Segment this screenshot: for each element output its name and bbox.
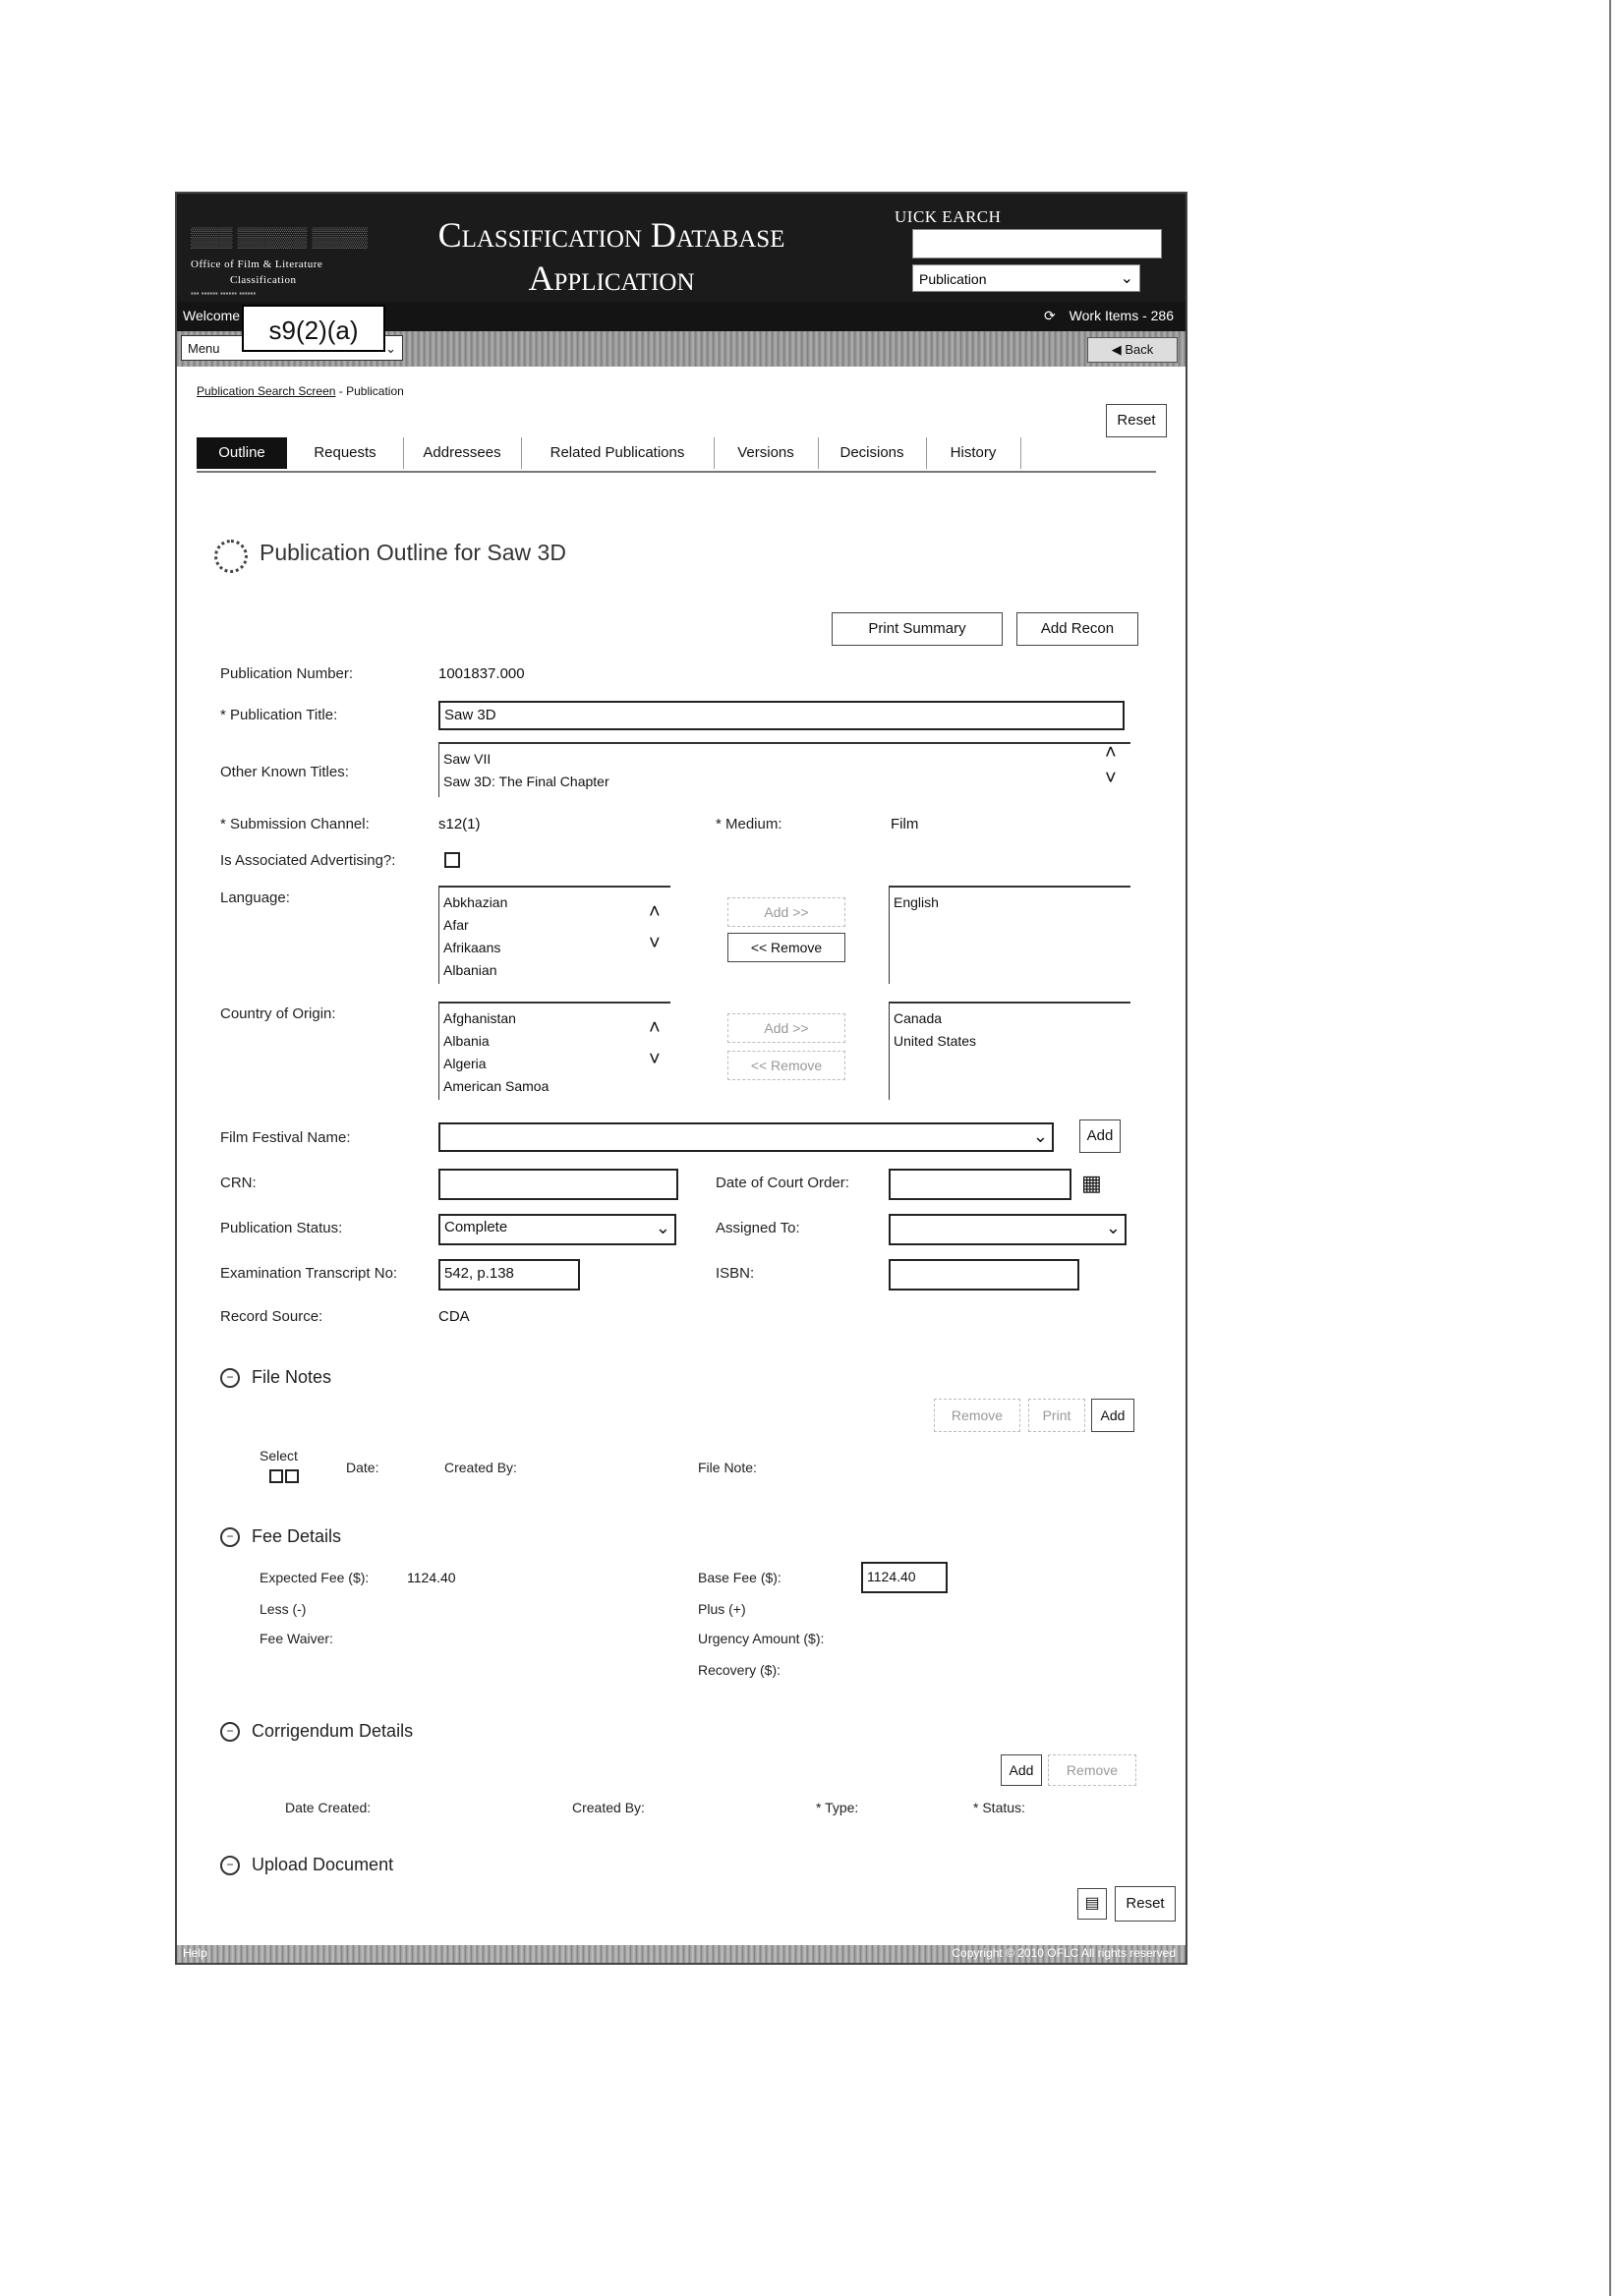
list-item[interactable]: Afar <box>443 917 469 933</box>
list-item[interactable]: Afrikaans <box>443 940 501 955</box>
breadcrumb <box>197 384 404 398</box>
court-order-input[interactable] <box>889 1169 1071 1200</box>
status-select[interactable]: Complete ⌄ <box>438 1214 676 1245</box>
help-link[interactable]: Help <box>183 1946 207 1960</box>
expected-fee-label: Expected Fee ($): <box>260 1570 370 1585</box>
tab-bar <box>197 437 1156 473</box>
collapse-icon: − <box>220 1856 240 1875</box>
crn-label: CRN: <box>220 1175 257 1191</box>
type-column-header: * Type: <box>816 1800 859 1815</box>
list-item[interactable]: English <box>894 894 939 910</box>
tab-outline[interactable]: Outline <box>197 437 287 469</box>
status-label: Publication Status: <box>220 1220 343 1236</box>
remove-country-button[interactable]: << Remove <box>727 1051 845 1080</box>
quick-search-label: UICK EARCH <box>895 207 1002 226</box>
assoc-advertising-label: Is Associated Advertising?: <box>220 852 396 869</box>
assoc-advertising-checkbox[interactable] <box>444 852 460 868</box>
add-language-button[interactable]: Add >> <box>727 897 845 927</box>
file-notes-header[interactable]: − File Notes <box>220 1367 331 1388</box>
add-note-button[interactable]: Add <box>1091 1399 1134 1432</box>
isbn-input[interactable] <box>889 1259 1079 1291</box>
org-name-line2: Classification <box>230 274 297 286</box>
pub-title-input[interactable]: Saw 3D <box>438 701 1125 730</box>
app-title: Classification Database Application <box>437 215 785 298</box>
chevron-down-icon: ⌄ <box>1032 1126 1048 1146</box>
record-source-label: Record Source: <box>220 1308 323 1325</box>
list-item[interactable]: American Samoa <box>443 1078 550 1094</box>
list-item[interactable]: United States <box>894 1033 977 1049</box>
redaction-label: s9(2)(a) <box>242 305 385 352</box>
page-title: Publication Outline for Saw 3D <box>260 540 566 565</box>
list-item[interactable]: Afghanistan <box>443 1010 516 1026</box>
reset-button-top[interactable]: Reset <box>1106 404 1167 437</box>
fee-details-header[interactable]: − Fee Details <box>220 1526 341 1547</box>
tab-addressees[interactable]: Addressees <box>403 437 522 469</box>
file-note-column-header: File Note: <box>698 1460 757 1475</box>
print-note-button[interactable]: Print <box>1028 1399 1085 1432</box>
pub-title-label: * Publication Title: <box>220 707 338 723</box>
refresh-icon: ⟳ <box>1043 308 1056 323</box>
assigned-select[interactable] <box>889 1214 1127 1245</box>
country-available-list[interactable] <box>438 1002 670 1100</box>
welcome-text: Welcome <box>183 308 241 323</box>
status-bar <box>177 1945 1186 1963</box>
app-window <box>175 192 1187 1965</box>
upload-document-header[interactable]: − Upload Document <box>220 1855 393 1875</box>
quick-search-input[interactable] <box>912 229 1162 258</box>
scroll-up-icon[interactable]: ˄ <box>649 901 661 923</box>
less-label: Less (-) <box>260 1601 307 1617</box>
search-type-select[interactable]: Publication ⌄ <box>912 264 1140 292</box>
plus-label: Plus (+) <box>698 1601 746 1617</box>
created-by-column-header: Created By: <box>444 1460 517 1475</box>
add-country-button[interactable]: Add >> <box>727 1013 845 1043</box>
agency-logo: ▒▒▒ ▒▒▒▒▒ ▒▒▒▒ <box>191 227 369 249</box>
select-all-checkbox[interactable] <box>269 1469 283 1483</box>
org-name: Office of Film & Literature <box>191 258 323 270</box>
copyright-text: Copyright © 2010 OFLC All rights reserved <box>952 1946 1176 1960</box>
calculator-icon[interactable]: ▤ <box>1077 1888 1107 1920</box>
date-column-header: Date: <box>346 1460 379 1475</box>
calendar-icon[interactable]: ▦ <box>1081 1171 1102 1195</box>
court-order-label: Date of Court Order: <box>716 1175 849 1191</box>
scroll-down-icon[interactable]: ˅ <box>1105 768 1117 789</box>
language-label: Language: <box>220 890 290 906</box>
list-item[interactable]: Saw VII <box>443 751 492 767</box>
publication-icon <box>214 540 248 573</box>
remove-note-button[interactable]: Remove <box>934 1399 1020 1432</box>
tab-history[interactable]: History <box>926 437 1021 469</box>
tab-requests[interactable]: Requests <box>287 437 404 469</box>
date-created-column-header: Date Created: <box>285 1800 372 1815</box>
record-source-value: CDA <box>438 1308 470 1325</box>
list-item[interactable]: Saw 3D: The Final Chapter <box>443 774 609 789</box>
list-item[interactable]: Albania <box>443 1033 490 1049</box>
back-button[interactable]: ◀ Back <box>1087 337 1178 363</box>
crn-input[interactable] <box>438 1169 678 1200</box>
chevron-down-icon: ⌄ <box>1120 270 1133 287</box>
list-item[interactable]: Albanian <box>443 962 497 978</box>
transcript-label: Examination Transcript No: <box>220 1265 398 1282</box>
other-titles-label: Other Known Titles: <box>220 764 349 780</box>
list-item[interactable]: Abkhazian <box>443 894 508 910</box>
collapse-icon: − <box>220 1368 240 1388</box>
scroll-down-icon[interactable]: ˅ <box>649 933 661 954</box>
assigned-label: Assigned To: <box>716 1220 800 1236</box>
chevron-down-icon: ⌄ <box>385 341 396 356</box>
app-header <box>177 194 1186 302</box>
work-items-link[interactable]: ⟳ Work Items - 286 <box>1043 308 1174 323</box>
chevron-down-icon: ⌄ <box>1105 1218 1121 1237</box>
corrigendum-header[interactable]: − Corrigendum Details <box>220 1721 413 1742</box>
medium-label: * Medium: <box>716 816 782 832</box>
chevron-down-icon: ⌄ <box>655 1218 670 1237</box>
print-summary-button[interactable]: Print Summary <box>832 612 1003 646</box>
add-festival-button[interactable]: Add <box>1079 1119 1121 1153</box>
base-fee-input[interactable]: 1124.40 <box>861 1562 948 1593</box>
base-fee-label: Base Fee ($): <box>698 1570 781 1585</box>
scroll-up-icon[interactable]: ˄ <box>649 1017 661 1039</box>
language-selected-list[interactable] <box>889 886 1130 984</box>
tab-versions[interactable]: Versions <box>714 437 819 469</box>
collapse-icon: − <box>220 1722 240 1742</box>
breadcrumb-link[interactable]: Publication Search Screen <box>197 384 336 398</box>
scan-edge-line <box>1609 0 1611 2296</box>
pub-number-value: 1001837.000 <box>438 665 525 682</box>
festival-select[interactable] <box>438 1122 1054 1152</box>
scroll-up-icon[interactable]: ˄ <box>1105 742 1117 764</box>
isbn-label: ISBN: <box>716 1265 755 1282</box>
language-available-list[interactable] <box>438 886 670 984</box>
remove-language-button[interactable]: << Remove <box>727 933 845 962</box>
tab-related-publications[interactable]: Related Publications <box>521 437 715 469</box>
tab-decisions[interactable]: Decisions <box>818 437 927 469</box>
org-tagline: ▪▪▪ ▪▪▪▪▪▪ ▪▪▪▪▪▪ ▪▪▪▪▪▪ <box>191 289 257 298</box>
reset-button-bottom[interactable]: Reset <box>1115 1886 1176 1922</box>
channel-label: * Submission Channel: <box>220 816 370 832</box>
remove-corrigendum-button[interactable]: Remove <box>1048 1754 1136 1786</box>
corr-created-by-column-header: Created By: <box>572 1800 645 1815</box>
menu-select[interactable]: Menu ⌄ <box>181 335 403 361</box>
festival-label: Film Festival Name: <box>220 1129 351 1146</box>
list-item[interactable]: Canada <box>894 1010 943 1026</box>
country-label: Country of Origin: <box>220 1005 336 1022</box>
select-column-header: Select <box>260 1448 298 1464</box>
collapse-icon: − <box>220 1527 240 1547</box>
status-column-header: * Status: <box>973 1800 1025 1815</box>
urgency-amount-label: Urgency Amount ($): <box>698 1631 825 1646</box>
list-item[interactable]: Algeria <box>443 1056 487 1071</box>
breadcrumb-current: - Publication <box>338 384 404 398</box>
channel-value: s12(1) <box>438 816 481 832</box>
other-titles-listbox[interactable] <box>438 742 1130 797</box>
country-selected-list[interactable] <box>889 1002 1130 1100</box>
medium-value: Film <box>891 816 919 832</box>
expected-fee-value: 1124.40 <box>407 1570 456 1585</box>
scroll-down-icon[interactable]: ˅ <box>649 1049 661 1070</box>
fee-waiver-label: Fee Waiver: <box>260 1631 333 1646</box>
select-none-checkbox[interactable] <box>285 1469 299 1483</box>
add-corrigendum-button[interactable]: Add <box>1001 1754 1042 1786</box>
add-recon-button[interactable]: Add Recon <box>1016 612 1138 646</box>
transcript-input[interactable]: 542, p.138 <box>438 1259 580 1291</box>
recovery-label: Recovery ($): <box>698 1662 781 1678</box>
pub-number-label: Publication Number: <box>220 665 354 682</box>
